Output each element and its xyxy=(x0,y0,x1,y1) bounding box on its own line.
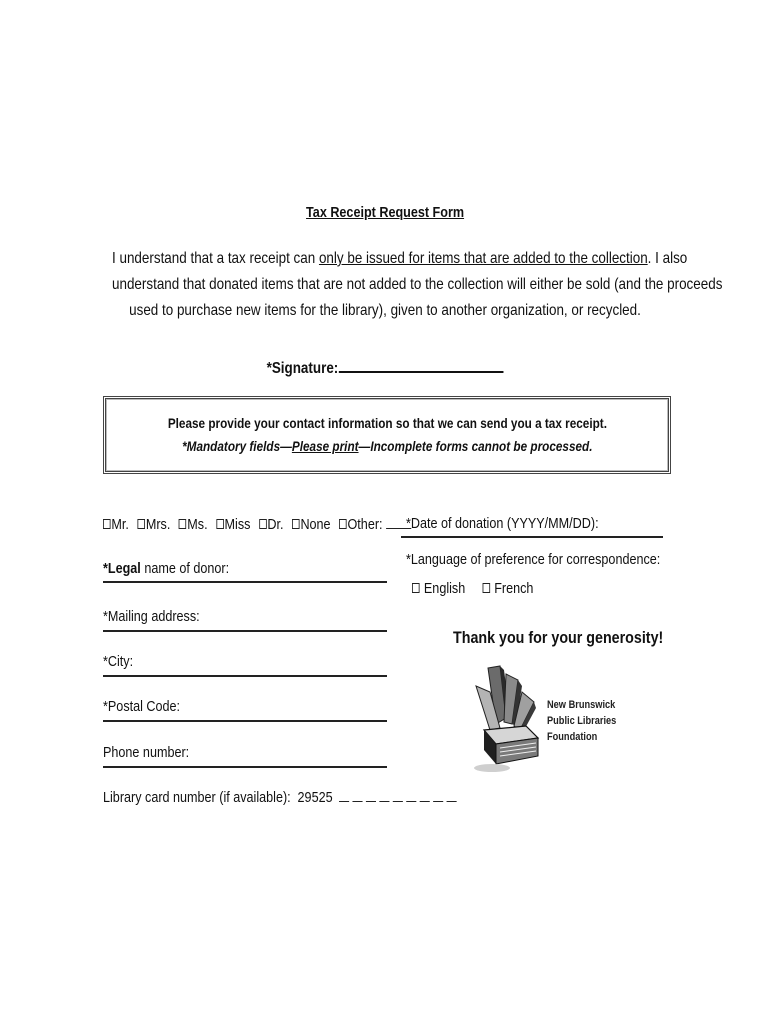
mailing-address-label: *Mailing address: xyxy=(103,608,200,625)
postal-code-field[interactable] xyxy=(103,720,387,722)
postal-code-label: *Postal Code: xyxy=(103,698,181,715)
checkbox-icon[interactable] xyxy=(259,519,267,529)
intro-line1-start: I understand that a tax receipt can xyxy=(112,250,319,267)
donor-title-options xyxy=(103,516,411,533)
library-card-prefix: 29525 xyxy=(297,789,333,806)
title-option-other[interactable]: Other: xyxy=(339,516,411,533)
language-label: *Language of preference for correspondence: xyxy=(406,551,661,568)
city-field[interactable] xyxy=(103,675,387,677)
date-of-donation-label: *Date of donation (YYYY/MM/DD): xyxy=(406,515,599,532)
language-option-english[interactable]: English xyxy=(412,580,465,597)
notice-box xyxy=(103,396,671,474)
form-title: Tax Receipt Request Form xyxy=(305,204,464,221)
phone-field[interactable] xyxy=(103,766,387,768)
library-card-digits[interactable] xyxy=(339,789,460,806)
checkbox-icon[interactable] xyxy=(179,519,187,529)
mailing-address-field[interactable] xyxy=(103,630,387,632)
intro-underlined-text: only be issued for items that are added to the collection xyxy=(318,250,648,267)
checkbox-icon[interactable] xyxy=(339,519,347,529)
signature-line[interactable] xyxy=(339,357,504,373)
legal-name-field[interactable] xyxy=(103,581,387,583)
library-card-row xyxy=(103,789,460,806)
language-options xyxy=(412,580,533,597)
checkbox-icon[interactable] xyxy=(412,583,420,593)
notice-line2: *Mandatory fields—Please print—Incomplete forms cannot be processed. xyxy=(181,438,593,454)
language-option-french[interactable]: French xyxy=(482,580,533,597)
foundation-name: New Brunswick Public Libraries Foundation xyxy=(547,699,617,743)
title-option-miss[interactable]: Miss xyxy=(216,516,250,533)
intro-paragraph xyxy=(60,246,723,324)
intro-line2: understand that donated items that are not added to the collection will either be sold (and the proceeds xyxy=(112,276,723,293)
date-of-donation-field[interactable] xyxy=(401,536,663,538)
intro-line1-end: . I also xyxy=(647,250,688,267)
please-print-text: Please print xyxy=(291,438,359,454)
title-option-mrs[interactable]: Mrs. xyxy=(137,516,170,533)
checkbox-icon[interactable] xyxy=(103,519,111,529)
phone-label: Phone number: xyxy=(103,744,190,761)
title-option-ms[interactable]: Ms. xyxy=(179,516,208,533)
title-option-mr[interactable]: Mr. xyxy=(103,516,129,533)
title-option-none[interactable]: None xyxy=(292,516,331,533)
legal-name-label: *Legal name of donor: xyxy=(103,560,230,577)
signature-row xyxy=(0,357,770,378)
checkbox-icon[interactable] xyxy=(216,519,224,529)
notice-line1: Please provide your contact information so that we can send you a tax receipt. xyxy=(167,415,607,431)
city-label: *City: xyxy=(103,653,134,670)
thank-you-message: Thank you for your generosity! xyxy=(453,628,664,647)
checkbox-icon[interactable] xyxy=(482,583,490,593)
signature-label: *Signature: xyxy=(266,360,339,377)
foundation-logo-icon xyxy=(470,664,550,776)
checkbox-icon[interactable] xyxy=(137,519,145,529)
title-option-dr[interactable]: Dr. xyxy=(259,516,284,533)
checkbox-icon[interactable] xyxy=(292,519,300,529)
intro-line3: used to purchase new items for the library), given to another organization, or recycled. xyxy=(129,302,641,319)
library-card-label: Library card number (if available): xyxy=(103,789,291,806)
